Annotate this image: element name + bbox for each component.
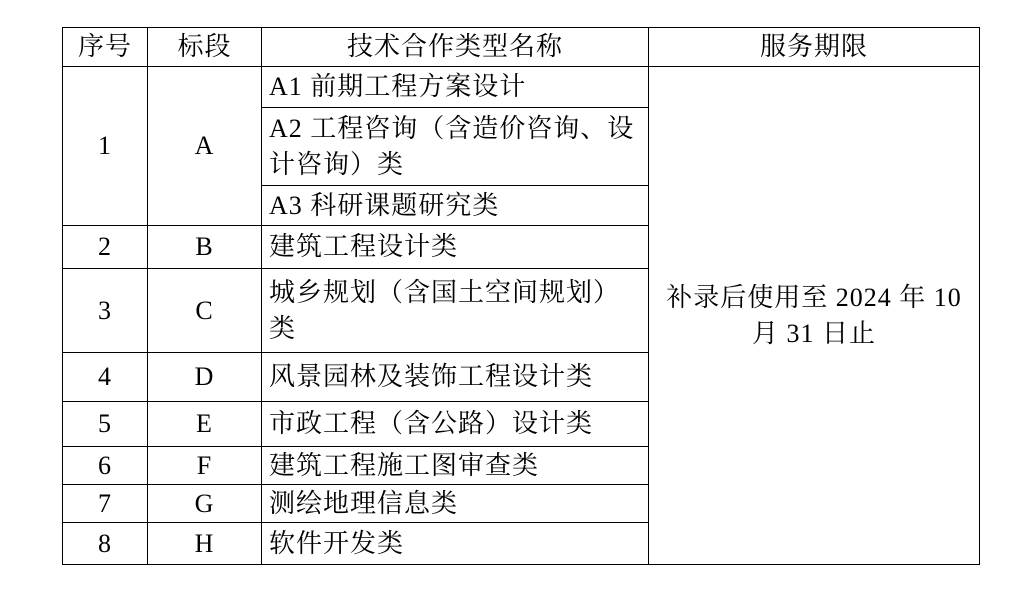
section-cell: D <box>148 353 262 402</box>
serial-number-cell: 8 <box>63 523 148 565</box>
cooperation-types-table <box>62 27 980 565</box>
header-cell-cooperation-type: 技术合作类型名称 <box>262 28 649 67</box>
header-cell-service-period: 服务期限 <box>649 28 980 67</box>
section-cell: E <box>148 402 262 447</box>
service-period-cell: 补录后使用至 2024 年 10 月 31 日止 <box>649 67 980 565</box>
serial-number-cell: 4 <box>63 353 148 402</box>
type-cell: 风景园林及装饰工程设计类 <box>262 353 649 402</box>
type-cell: 城乡规划（含国土空间规划）类 <box>262 269 649 353</box>
section-cell: B <box>148 226 262 269</box>
header-cell-serial-number: 序号 <box>63 28 148 67</box>
serial-number-cell: 7 <box>63 485 148 523</box>
table-row <box>63 67 980 108</box>
type-cell: 软件开发类 <box>262 523 649 565</box>
type-cell: 测绘地理信息类 <box>262 485 649 523</box>
type-cell: 建筑工程施工图审查类 <box>262 447 649 485</box>
serial-number-cell: 6 <box>63 447 148 485</box>
serial-number-cell: 5 <box>63 402 148 447</box>
section-cell: G <box>148 485 262 523</box>
section-cell: F <box>148 447 262 485</box>
section-cell: H <box>148 523 262 565</box>
type-cell: 建筑工程设计类 <box>262 226 649 269</box>
type-cell: A2 工程咨询（含造价咨询、设计咨询）类 <box>262 108 649 186</box>
type-cell: A3 科研课题研究类 <box>262 186 649 226</box>
section-cell: C <box>148 269 262 353</box>
type-cell: A1 前期工程方案设计 <box>262 67 649 108</box>
section-cell: A <box>148 67 262 226</box>
serial-number-cell: 2 <box>63 226 148 269</box>
type-cell: 市政工程（含公路）设计类 <box>262 402 649 447</box>
header-cell-section: 标段 <box>148 28 262 67</box>
serial-number-cell: 1 <box>63 67 148 226</box>
serial-number-cell: 3 <box>63 269 148 353</box>
header-row <box>63 28 980 67</box>
